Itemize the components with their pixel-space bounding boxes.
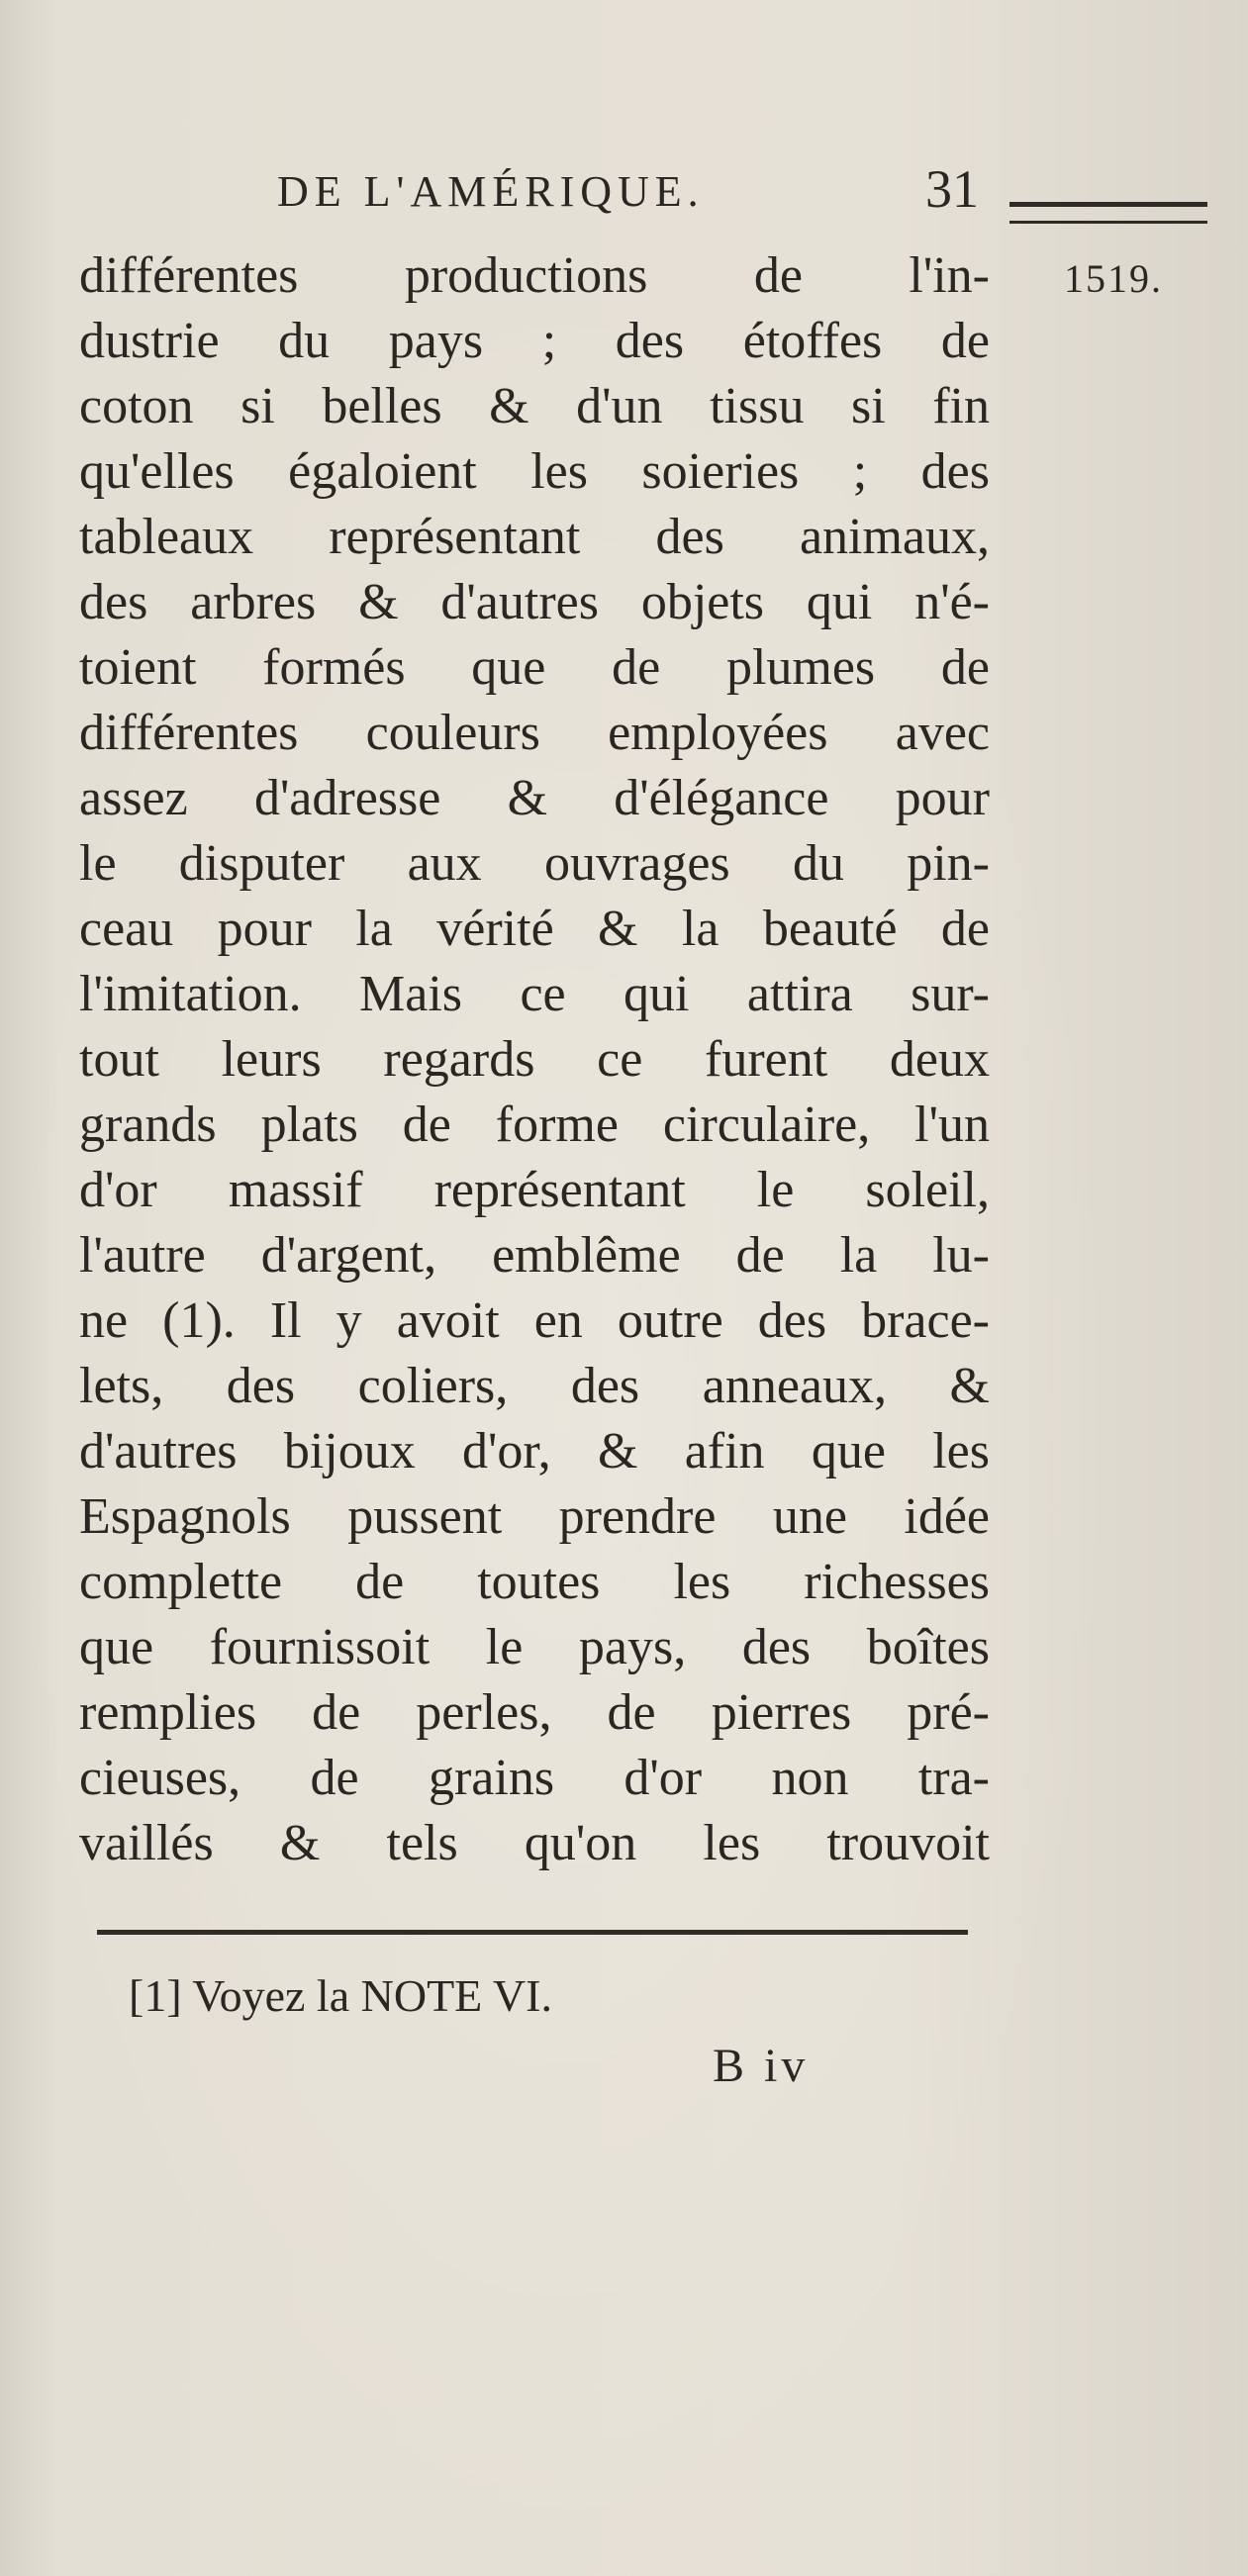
text-line: différentes couleurs employées avec <box>79 705 990 761</box>
text-line: l'autre d'argent, emblême de la lu- <box>79 1227 990 1284</box>
text-line: lets, des coliers, des anneaux, & <box>79 1358 990 1414</box>
text-line: Espagnols pussent prendre une idée <box>79 1488 990 1545</box>
running-head-title: DE L'AMÉRIQUE. <box>277 167 705 216</box>
text-line: tout leurs regards ce furent deux <box>79 1031 990 1088</box>
text-line: qu'elles égaloient les soieries ; des <box>79 443 990 500</box>
text-line: toient formés que de plumes de <box>79 639 990 696</box>
body-text <box>79 243 990 1876</box>
text-line: coton si belles & d'un tissu si fin <box>79 378 990 434</box>
text-line: ceau pour la vérité & la beauté de <box>79 901 990 957</box>
text-line: d'or massif représentant le soleil, <box>79 1162 990 1218</box>
footnote: [1] Voyez la NOTE VI. <box>129 1970 552 2021</box>
text-line: des arbres & d'autres objets qui n'é- <box>79 574 990 630</box>
text-line: tableaux représentant des animaux, <box>79 509 990 565</box>
text-line: dustrie du pays ; des étoffes de <box>79 313 990 369</box>
header-rule <box>1009 202 1207 224</box>
text-line: remplies de perles, de pierres pré- <box>79 1684 990 1741</box>
page-number: 31 <box>925 159 979 219</box>
text-line: vaillés & tels qu'on les trouvoit <box>79 1815 990 1871</box>
text-line: cieuses, de grains d'or non tra- <box>79 1750 990 1806</box>
text-line: différentes productions de l'in- <box>79 247 990 304</box>
text-line: que fournissoit le pays, des boîtes <box>79 1619 990 1675</box>
text-line: ne (1). Il y avoit en outre des brace- <box>79 1292 990 1349</box>
footnote-rule <box>97 1930 968 1935</box>
margin-year-note: 1519. <box>1064 256 1163 301</box>
text-line: le disputer aux ouvrages du pin- <box>79 835 990 892</box>
text-line: l'imitation. Mais ce qui attira sur- <box>79 966 990 1022</box>
signature-mark: B iv <box>713 2040 810 2092</box>
text-line: complette de toutes les richesses <box>79 1554 990 1610</box>
text-line: assez d'adresse & d'élégance pour <box>79 770 990 826</box>
text-line: d'autres bijoux d'or, & afin que les <box>79 1423 990 1479</box>
text-line: grands plats de forme circulaire, l'un <box>79 1097 990 1153</box>
